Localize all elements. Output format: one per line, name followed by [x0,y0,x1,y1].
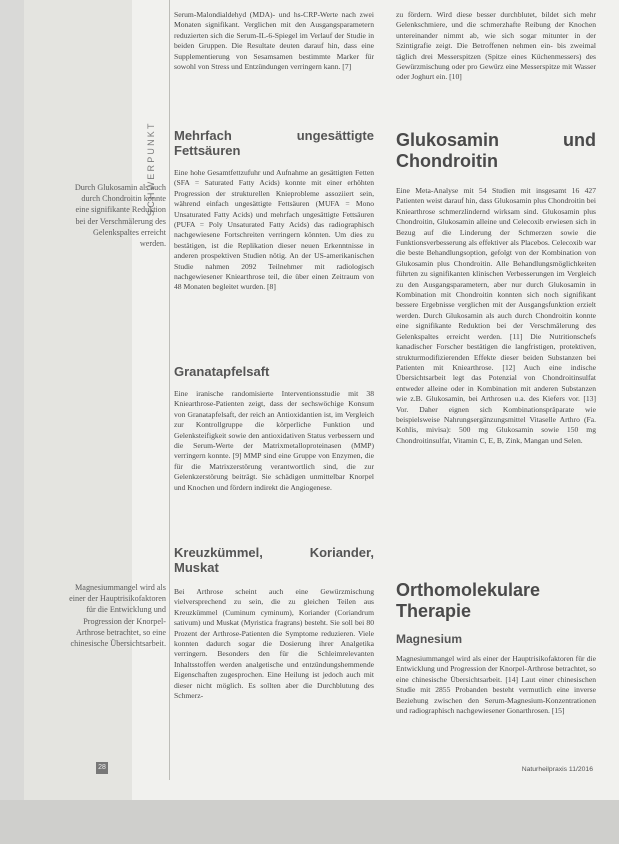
cumin-paragraph: Bei Arthrose scheint auch eine Gewürzmischung vielversprechend zu sein, die zu gleichen Teilen aus Kreuzkümmel (Cuminum cyminum), Koriander (Coriandrum sativum) und Muskat (Myristica fragrans) besteht. Sie soll bei 80 Prozent der Arthrose-Patienten die Symptome reduzieren. Viele konnten dadurch sogar die Dosierung ihrer Analgetika verringern. Besonders den für die Schleimrelevanten Inhaltsstoffen werden analgetische und entzündungshemmende Eigenschaften zugesprochen. Eine Heilung ist jedoch auch mit dieser nicht möglich. Es sollten aber die Durchblutung des Schmerz- [174,587,374,701]
column-1 [174,10,374,751]
intro-paragraph: Serum-Malondialdehyd (MDA)- und hs-CRP-Werte nach zwei Monaten signifikant. Verglichen mit den Ausgangsparametern reduzierten sich die Serum-IL-6-Spiegel im Verlauf der Studie in beiden Gruppen. Die Resultate deuten darauf hin, dass eine Supplementierung von Sesamsamen bestimmte Marker für sowohl von Stress und Entzündungen verringern kann. [7] [174,10,374,72]
pomegranate-paragraph: Eine iranische randomisierte Interventionsstudie mit 38 Kniearthrose-Patienten zeigt, dass der sechswöchige Konsum von Granatapfelsaft, der reich an Antioxidantien ist, im Vergleich zur Kontrollgruppe die körperliche Funktion und Gelenksteifigkeit sowie den antioxidativen Status verbessern und die Serum-Werte der Matrixmetalloproteinasen (MMP) verringern konnte. [9] MMP sind eine Gruppe von Enzymen, die für die Matrixzerstörung verantwortlich sind, die zur Gelenkzerstörung beiträgt. Sie schädigen unmittelbar Knorpel und Knochen und fördern indirekt die Angiogenese. [174,389,374,492]
scan-bottom-shadow [0,800,619,844]
heading-orthomolecular: Orthomolekulare Therapie [396,580,541,621]
heading-magnesium: Magnesium [396,632,463,646]
margin-note-magnesium: Magnesiummangel wird als einer der Hauptrisikofaktoren für die Entwicklung und Progression der Knorpel-Arthrose betrachtet, so eine chinesische Übersichtsarbeit. [69,583,166,649]
heading-pomegranate: Granatapfelsaft [174,364,270,379]
heading-glucosamine: Glukosamin und Chondroitin [396,130,596,171]
glucosamine-paragraph: Eine Meta-Analyse mit 54 Studien mit insgesamt 16 427 Patienten weist darauf hin, dass Glukosamin plus Chondroitin bei Kniearthrose schmerzlindernd wirksam sind. Glukosamin plus Chondroitin, Glukosamin alleine und Celecoxib erwiesen sich in Bezug auf die Linderung der Schmerzen sowie die Funktionsverbesserung als effektiver als Placebos. Celecoxib war die beste Behandlungsoption, gefolgt von der Kombination von Glukosamin plus Chondroitin. Alle Behandlungsmöglichkeiten führten zu signifikanten klinischen Verbesserungen im Vergleich zu den Ausgangsparametern, aber nur durch Glukosamin in Kombination mit Chondroitin konnten sich noch signifikant bessere Ergebnisse verglichen mit der Ausgangsfunktion erzielt werden. Durch Glukosamin als auch durch Chondroitin konnte eine signifikante Reduktion bei der Verschmälerung des Gelenkspaltes erreicht werden. [11] Die Nutritionschefs kanadischer Forscher bestätigen die langfristigen, protektiven, strukturmodifizierenden Effekte dieser beiden Substanzen bei Patienten mit Kniearthrose. [12] Auch eine indische Übersichtsarbeit legt das Potenzial von Chondroitinsulfat entweder alleine oder in Kombination mit anderen Substanzen wie z.B. Glukosamin, bei Arthrosen u.a. des Kiefers vor. [13] Vor. Daher eignen sich Kombinationspräparate wie beispielsweise Nahrungsergänzungsmittel Vitaselle Arthro (Fa. Kohlis, mivisa): 500 mg Glukosamin sowie 150 mg Chondroitinsulfat, Vitamin C, E, B, Zink, Mangan und Selen. [396,186,596,445]
margin-sidebar [24,0,132,844]
heading-cumin: Kreuzkümmel, Koriander, Muskat [174,545,374,575]
column-divider [169,0,170,780]
footer-issue: Naturheilpraxis 11/2016 [521,766,593,773]
magnesium-paragraph: Magnesiummangel wird als einer der Hauptrisikofaktoren für die Entwicklung und Progression der Knorpel-Arthrose betrachtet, so eine chinesische Übersichtsarbeit. [14] Laut einer chinesischen Studie mit 2855 Probanden besteht vermutlich eine inverse Beziehung zwischen den Serum-Magnesium-Konzentrationen und radiographisch nachgewiesener Gonarthrosen. [15] [396,654,596,716]
fatty-acids-paragraph: Eine hohe Gesamtfettzufuhr und Aufnahme an gesättigten Fetten (SFA = Saturated Fatty Acids) konnte mit einer erhöhten Progression der strukturellen Knieprobleme assoziiert sein, während einfach ungesättigte Fettsäuren (MUFA = Mono Unsaturated Fatty Acids) und mehrfach ungesättigte Fettsäuren (PUFA = Poly Unsaturated Fatty Acids) das radiographisch nachgewiesene Fortschreiten verringern könnten. Um dies zu bestätigen, ist die Replikation dieser neuen Erkenntnisse in anderen prospektiven Studien nötig. An der US-amerikanischen Studie nahmen 2092 Teilnehmer mit radiologisch nachgewiesener Kniearthrose teil, die über einen Zeitraum von 48 Monaten begleitet wurden. [8] [174,168,374,292]
cumin-continued-paragraph: zu fördern. Wird diese besser durchblutet, bildet sich mehr Gelenkschmiere, und die schmerzhafte Reibung der Knochen untereinander nimmt ab, wie sich sogar mitunter in der Szintigrafie zeigt. Die Betroffenen nehmen ein- bis zweimal täglich drei Messerspitzen (Spitze eines Küchenmessers) des Gewürzmischung oder pro Gewürz eine Messerspitze mit Wasser oder Joghurt ein. [10] [396,10,596,82]
margin-note-glucosamine: Durch Glukosamin als auch durch Chondroitin konnte eine signifikante Reduktion bei der Verschmälerung des Gelenkspaltes erreicht werden. [74,183,166,249]
heading-fatty-acids: Mehrfach ungesättigte Fettsäuren [174,128,374,158]
rubric-label: SCHWERPUNKT [146,121,156,216]
page-number: 28 [96,762,108,774]
column-2 [396,10,596,762]
magazine-page [24,0,619,844]
